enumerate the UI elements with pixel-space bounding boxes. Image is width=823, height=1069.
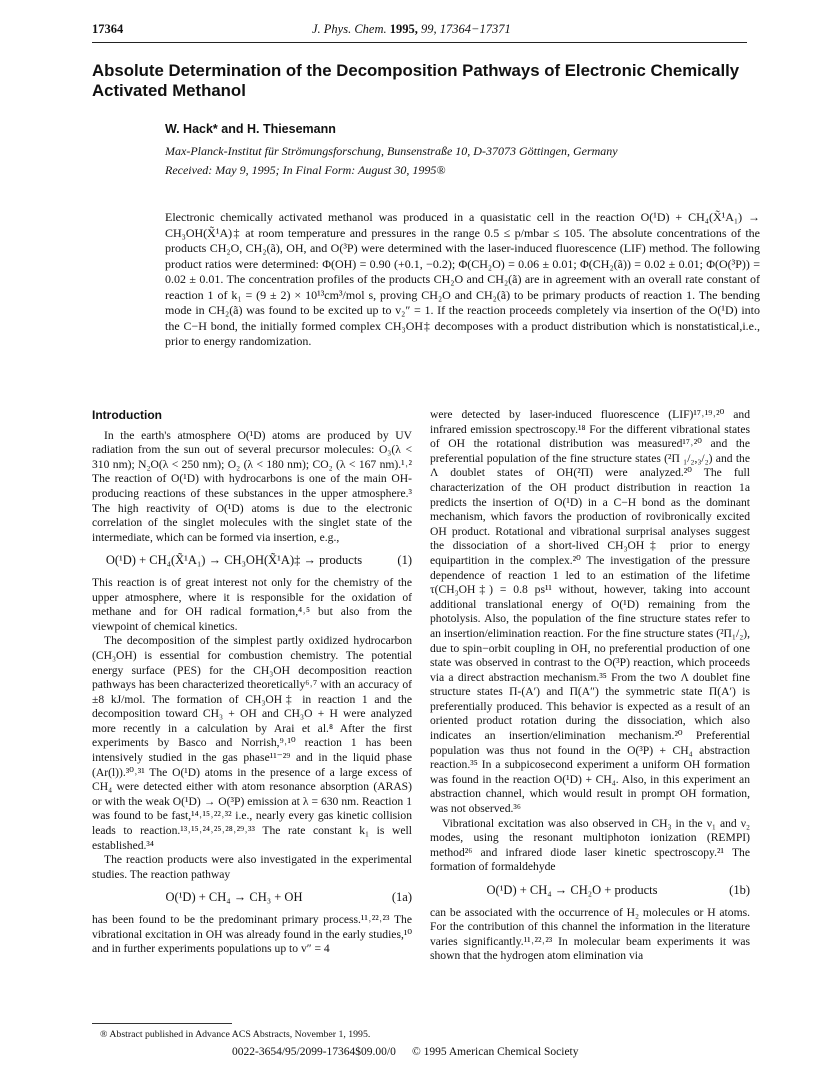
intro-paragraph-2: This reaction is of great interest not only for the chemistry of the upper atmosphere, where it is responsible for the oxidation of methane and for OH radical formation,⁴˒⁵ but also from the viewpoint of chemical kinetics.: [92, 575, 412, 633]
intro-paragraph-5: has been found to be the predominant primary process.¹¹˒²²˒²³ The vibrational excitation in OH was already found in the early studies,¹⁰ and in further experiments populations up to v″ = 4: [92, 913, 412, 956]
footnote-rule: [92, 1023, 232, 1024]
abstract: Electronic chemically activated methanol was produced in a quasistatic cell in the reaction O(¹D) + CH₄(X̃¹A₁) → CH₃OH(X̃¹A)‡ at room temperature and pressures in the range 0.5 ≤ p/mbar ≤ 105. The absolute concentrations of the products CH₂O, CH₂(ã), OH, and O(³P) were determined with the laser-induced fluorescence (LIF) method. The following product ratios were determined: Φ(OH) = 0.90 (+0.1, −0.2); Φ(CH₂O) = 0.06 ± 0.01; Φ(CH₂(ã)) = 0.02 ± 0.01; Φ(O(³P)) = 0.02 ± 0.01. The concentration profiles of the products CH₂O and CH₂(ã) are in agreement with an overall rate constant of reaction 1 of k₁ = (9 ± 2) × 10¹³cm³/mol s, proving CH₂O and CH₂(ã) to be primary products of reaction 1. The bending mode in CH₂(ã) was found to be excited up to v₂″ = 1. If the reaction proceeds completely via insertion of the O(¹D) into the C−H bond, the initially formed complex CH₃OH‡ decomposes with a product distribution which is nonstatistical,i.e., prior to energy randomization.: [165, 210, 760, 348]
intro-paragraph-3: The decomposition of the simplest partly oxidized hydrocarbon (CH₃OH) is essential for combustion chemistry. The potential energy surface (PES) for the CH₃OH decomposition reaction pathways has been characterized theoretically⁶˒⁷ with an accuracy of ±8 kJ/mol. The formation of CH₃OH‡ in reaction 1 and the decomposition toward CH₃ + OH and CH₃O + H were analyzed more recently in a calculation by Arai et al.⁸ After the first experiments by Basco and Norrish,⁹˒¹⁰ reaction 1 has been intensively studied in the gas phase¹¹⁻²⁹ and in the liquid phase (Ar(l)).³⁰˒³¹ The O(¹D) atoms in the presence of a large excess of CH₄ were detected either with atom resonance absorption (ARAS) or with the weak O(¹D) → O(³P) emission at λ = 630 nm. Reaction 1 was found to be fast,¹⁴˒¹⁵˒²²˒³² i.e., nearly every gas kinetic collision leads to reaction.¹³˒¹⁵˒²⁴˒²⁵˒²⁸˒²⁹˒³³ The rate constant k₁ is well established.³⁴: [92, 634, 412, 852]
equation-1a-text: O(¹D) + CH₄ → CH₃ + OH: [165, 890, 303, 905]
right-column: [430, 408, 750, 964]
journal-volume-pages: 99, 17364−17371: [421, 22, 511, 36]
right-paragraph-3: can be associated with the occurrence of H₂ molecules or H atoms. For the contribution of this channel the information in the literature varies significantly.¹¹˒²²˒²³ In molecular beam experiments it was shown that the hydrogen atom elimination via: [430, 905, 750, 963]
equation-1a-number: (1a): [391, 890, 412, 905]
journal-name: J. Phys. Chem.: [312, 22, 387, 36]
author-affiliation: Max-Planck-Institut für Strömungsforschung, Bunsenstraße 10, D-37073 Göttingen, Germany: [165, 144, 618, 158]
equation-1: [92, 553, 412, 568]
page-number: 17364: [92, 22, 124, 36]
equation-1b-text: O(¹D) + CH₄ → CH₂O + products: [486, 883, 658, 897]
journal-year: 1995,: [389, 22, 418, 36]
header-rule: [92, 42, 747, 43]
footnote: ® Abstract published in Advance ACS Abstracts, November 1, 1995.: [100, 1029, 371, 1040]
intro-paragraph-4: The reaction products were also investigated in the experimental studies. The reaction pathway: [92, 853, 412, 881]
article-code: 0022-3654/95/2099-17364$09.00/0: [232, 1046, 396, 1058]
equation-1-number: (1): [397, 553, 412, 568]
copyright-notice: © 1995 American Chemical Society: [412, 1046, 579, 1058]
running-header: [92, 22, 752, 38]
right-paragraph-2: Vibrational excitation was also observed in CH₃ in the ν₁ and ν₂ modes, using the resonant multiphoton ionization (REMPI) method²⁶ and infrared diode laser kinetic spectroscopy.²¹ The formation of formaldehyde: [430, 816, 750, 874]
equation-1b-number: (1b): [729, 883, 750, 897]
article-title: Absolute Determination of the Decomposition Pathways of Electronic Chemically Activated Methanol: [92, 61, 740, 100]
article-authors: W. Hack* and H. Thiesemann: [165, 122, 336, 136]
right-paragraph-1: were detected by laser-induced fluorescence (LIF)¹⁷˒¹⁹˒²⁰ and infrared emission spectroscopy.¹⁸ For the different vibrational states of OH the rotational distribution was measured¹⁷˒²⁰ and the preferential population of the fine structure states (²Π ₁/₂,₃/₂) and the Λ doublet states of OH(²Π) were analyzed.²⁰ The full characterization of the OH product distribution in reaction 1a predicts the insertion of O(¹D) in a C−H bond as the dominant mechanism, which favors the production of rovibronically excited OH product. Rotational and vibrational surprisal analyses suggest the dissociation of a short-lived CH₃OH‡ prior to energy equipartition in the complex.²⁰ The investigation of the pressure dependence of reaction 1 led to an estimation of the lifetime τ(CH₃OH‡) = 0.8 ps¹¹ without, however, taking into account additional translational energy of O(¹D) remaining from the photolysis. Also, the population of the fine structure states refer to an insertion/elimination reaction. For the fine structure states (²Π₁/₂), due to spin−orbit coupling in OH, no preferential production of one state was observed in contrast to the O(³P) reaction, which proceeds via a direct abstraction mechanism.³⁵ From the two Λ doublet fine structure states Π-(A′) and Π(A″) the symmetric state Π(A′) is preferentially produced. This behavior is expected as a result of an oriented product rotation during the dissociation, which also indicates an insertion/elimination mechanism.²⁰ Preferential population was thus not found in the O(³P) + CH₄ abstraction reaction.³⁵ In a subpicosecond experiment a uniform OH formation was found in the reaction O(¹D) + CH₄. Also, in this experiment an abstraction channel, which would result in prompt OH formation, was not observed.³⁶: [430, 408, 750, 816]
equation-1b: [430, 883, 750, 898]
equation-1a: [92, 890, 412, 905]
journal-citation: [312, 22, 511, 37]
left-column: [92, 408, 412, 957]
equation-1-text: O(¹D) + CH₄(X̃¹A₁) → CH₃OH(X̃¹A)‡ → products: [105, 553, 363, 568]
received-dates: Received: May 9, 1995; In Final Form: August 30, 1995®: [165, 163, 446, 177]
section-heading-introduction: Introduction: [92, 408, 162, 422]
intro-paragraph-1: In the earth's atmosphere O(¹D) atoms are produced by UV radiation from the sun out of several precursor molecules: O₃(λ < 310 nm); N₂O(λ < 250 nm); O₂ (λ < 180 nm); CO₂ (λ < 167 nm).¹˒² The reaction of O(¹D) with hydrocarbons is one of the main OH-producing reactions of these substances in the upper atmosphere.³ The high reactivity of O(¹D) atoms is due to the electronic correlation of the singlet molecules with the singlet state of the intermediate, which can be formed via insertion, e.g.,: [92, 428, 412, 544]
